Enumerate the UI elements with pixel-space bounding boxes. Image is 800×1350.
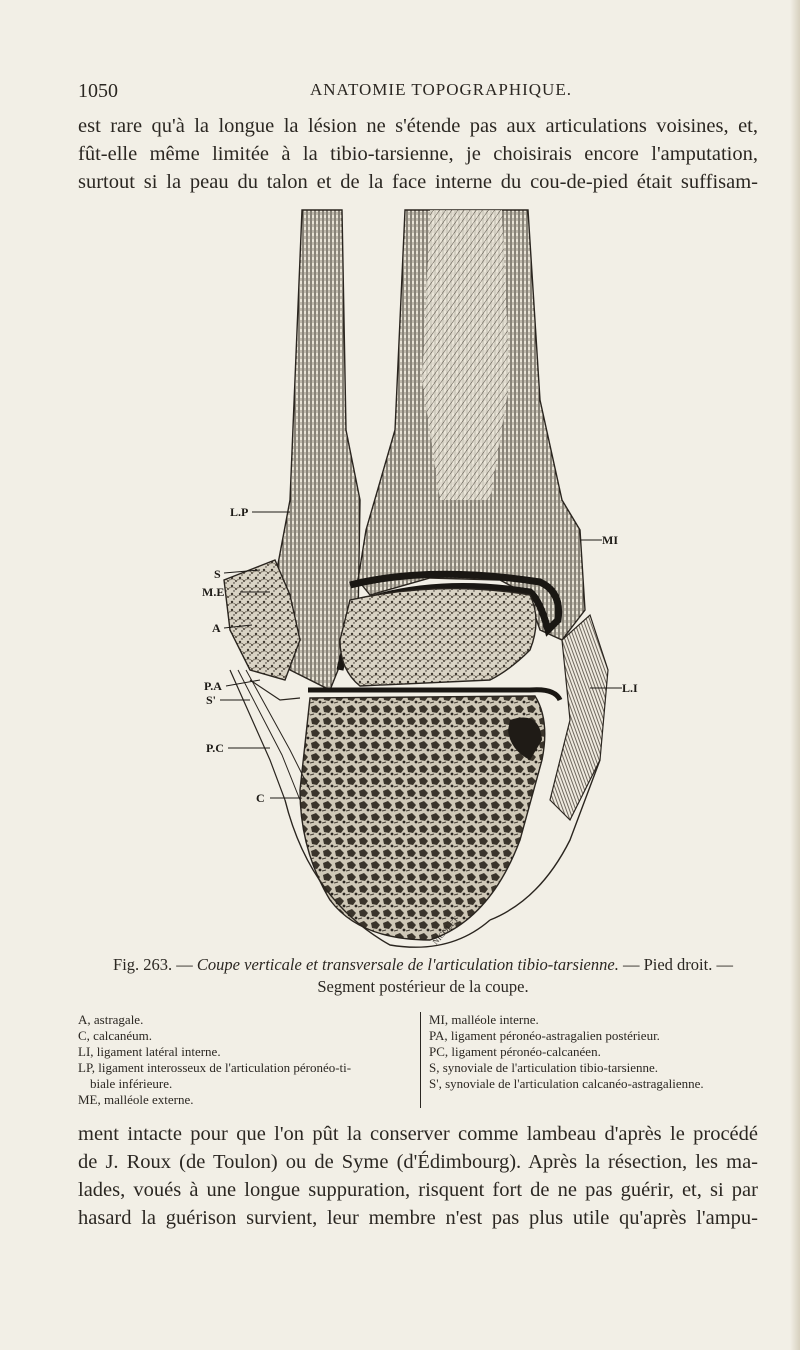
label-a: A: [212, 621, 221, 635]
text-line: de J. Roux (de Toulon) ou de Syme (d'Édimbourg). Après la résection, les ma-: [78, 1151, 758, 1173]
text-line: hasard la guérison survient, leur membre n'est pas plus utile qu'après l'ampu-: [78, 1207, 758, 1229]
legend-entry: C, calcanéum.: [78, 1028, 152, 1043]
legend-entry: LP, ligament interosseux de l'articulation péronéo-ti-: [78, 1060, 352, 1075]
top-paragraph: [78, 112, 758, 196]
label-s-prime: S': [206, 693, 217, 707]
figure-caption: [78, 954, 768, 998]
engraver-signature: NICOLET: [430, 914, 461, 947]
legend-entry: S, synoviale de l'articulation tibio-tarsienne.: [429, 1060, 659, 1075]
text-line: ment intacte pour que l'on pût la conserver comme lambeau d'après le procédé: [78, 1123, 758, 1145]
caption-line-1: [78, 954, 768, 976]
legend-entry: ME, malléole externe.: [78, 1092, 194, 1107]
legend-entry: A, astragale.: [78, 1012, 144, 1027]
caption-prefix: Fig. 263. —: [113, 955, 193, 974]
text-line: est rare qu'à la longue la lésion ne s'étende pas aux articulations voisines, et,: [78, 115, 758, 137]
legend-entry: biale inférieure.: [90, 1076, 173, 1091]
legend-entry: PC, ligament péronéo-calcanéen.: [429, 1044, 601, 1059]
talus: [340, 589, 536, 686]
label-lp: L.P: [230, 505, 249, 519]
page-number: 1050: [78, 80, 118, 102]
legend-left-column: [78, 1012, 408, 1108]
legend-right-column: [420, 1012, 779, 1108]
text-line: fût-elle même limitée à la tibio-tarsienne, je choisirais encore l'amputation,: [78, 143, 758, 165]
anatomical-figure: [190, 200, 650, 950]
label-pc: P.C: [206, 741, 224, 755]
caption-title: Coupe verticale et transversale de l'articulation tibio-tarsienne.: [196, 955, 619, 974]
legend-entry: S', synoviale de l'articulation calcanéo-astragalienne.: [429, 1076, 704, 1091]
running-head: ANATOMIE TOPOGRAPHIQUE.: [310, 80, 572, 99]
label-c: C: [256, 791, 265, 805]
text-line: lades, voués à une longue suppuration, risquent fort de ne pas guérir, et, si par: [78, 1179, 758, 1201]
page-edge-shadow: [790, 0, 800, 1350]
label-s: S: [214, 567, 221, 581]
caption-suffix: — Pied droit. —: [622, 955, 733, 974]
label-mi: MI: [602, 533, 618, 547]
label-li: L.I: [622, 681, 638, 695]
bottom-paragraph: [78, 1120, 758, 1232]
text-line: surtout si la peau du talon et de la face interne du cou-de-pied était suffisam-: [78, 171, 758, 193]
label-me: M.E: [202, 585, 225, 599]
medial-ligament: [550, 615, 608, 820]
page-header: [78, 80, 738, 106]
legend-entry: LI, ligament latéral interne.: [78, 1044, 221, 1059]
legend-entry: MI, malléole interne.: [429, 1012, 539, 1027]
label-pa: P.A: [204, 679, 222, 693]
legend-entry: PA, ligament péronéo-astragalien postérieur.: [429, 1028, 660, 1043]
ankle-section-engraving: [190, 200, 650, 950]
caption-line-2: Segment postérieur de la coupe.: [317, 977, 529, 996]
